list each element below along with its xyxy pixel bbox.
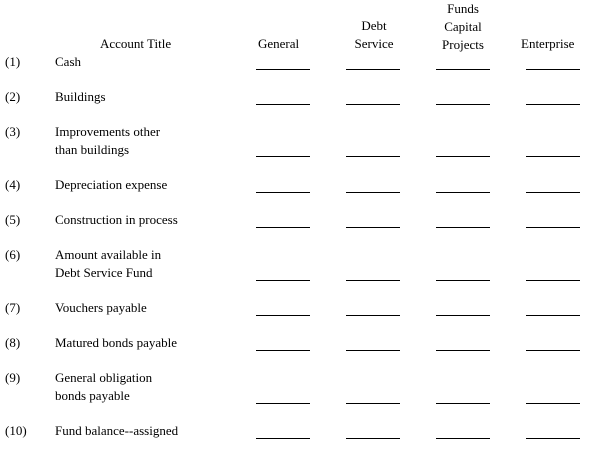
blank-enterprise: [526, 192, 580, 193]
row-label: [55, 123, 160, 159]
blank-capital-projects: [436, 350, 490, 351]
projects-line: Projects: [442, 37, 484, 52]
row-label-line: Improvements other: [55, 124, 161, 139]
row-number: (10): [5, 423, 27, 438]
blank-capital-projects: [436, 438, 490, 439]
blank-debt-service: [346, 403, 400, 404]
blank-general: [256, 156, 310, 157]
blank-general: [256, 104, 310, 105]
row-label-line: General obligation: [55, 370, 153, 385]
row-label: [55, 369, 152, 405]
row-number: (8): [5, 335, 21, 350]
row-label-line: Matured bonds payable: [55, 335, 178, 350]
blank-general: [256, 192, 310, 193]
blank-capital-projects: [436, 403, 490, 404]
funds-line: Funds: [447, 1, 479, 16]
blank-debt-service: [346, 69, 400, 70]
blank-debt-service: [346, 104, 400, 105]
enterprise-label: Enterprise: [521, 36, 575, 51]
row-label: [55, 334, 177, 352]
blank-debt-service: [346, 438, 400, 439]
header-account-title: [100, 35, 171, 53]
header-funds-capital-projects: [436, 0, 490, 54]
blank-debt-service: [346, 350, 400, 351]
blank-capital-projects: [436, 104, 490, 105]
row-label: [55, 299, 147, 317]
row-number: (4): [5, 177, 21, 192]
blank-general: [256, 280, 310, 281]
blank-enterprise: [526, 280, 580, 281]
blank-debt-service: [346, 156, 400, 157]
row-label-line: Cash: [55, 54, 81, 69]
row-label-line: Vouchers payable: [55, 300, 147, 315]
row-label-line: Fund balance--assigned: [55, 423, 179, 438]
debt-service-line-2: Service: [354, 36, 394, 51]
account-title-label: Account Title: [100, 36, 172, 51]
blank-debt-service: [346, 192, 400, 193]
header-debt-service: [348, 17, 400, 53]
capital-line: Capital: [444, 19, 482, 34]
row-label-line: Amount available in: [55, 247, 162, 262]
row-label-line: Debt Service Fund: [55, 265, 153, 280]
header-enterprise: [521, 35, 574, 53]
blank-enterprise: [526, 315, 580, 316]
blank-capital-projects: [436, 156, 490, 157]
blank-debt-service: [346, 315, 400, 316]
row-label-line: bonds payable: [55, 388, 130, 403]
general-label: General: [258, 36, 300, 51]
blank-enterprise: [526, 403, 580, 404]
row-label: [55, 246, 161, 282]
blank-capital-projects: [436, 227, 490, 228]
row-label: [55, 176, 167, 194]
row-number: (7): [5, 300, 21, 315]
blank-general: [256, 227, 310, 228]
debt-service-line-1: Debt: [361, 18, 387, 33]
row-label: [55, 211, 178, 229]
row-label-line: Depreciation expense: [55, 177, 168, 192]
blank-capital-projects: [436, 315, 490, 316]
row-label: [55, 53, 81, 71]
row-number: (5): [5, 212, 21, 227]
blank-enterprise: [526, 350, 580, 351]
row-label-line: Buildings: [55, 89, 106, 104]
blank-general: [256, 315, 310, 316]
blank-debt-service: [346, 227, 400, 228]
row-label-line: than buildings: [55, 142, 130, 157]
row-label: [55, 88, 106, 106]
blank-general: [256, 403, 310, 404]
blank-general: [256, 438, 310, 439]
row-number: (3): [5, 124, 21, 139]
blank-capital-projects: [436, 69, 490, 70]
blank-enterprise: [526, 104, 580, 105]
row-number: (9): [5, 370, 21, 385]
row-number: (2): [5, 89, 21, 104]
blank-enterprise: [526, 438, 580, 439]
row-label: [55, 422, 178, 440]
blank-capital-projects: [436, 280, 490, 281]
row-label-line: Construction in process: [55, 212, 178, 227]
blank-enterprise: [526, 227, 580, 228]
blank-debt-service: [346, 280, 400, 281]
blank-general: [256, 350, 310, 351]
blank-enterprise: [526, 69, 580, 70]
header-general: [258, 35, 299, 53]
row-number: (1): [5, 54, 21, 69]
row-number: (6): [5, 247, 21, 262]
blank-enterprise: [526, 156, 580, 157]
blank-general: [256, 69, 310, 70]
blank-capital-projects: [436, 192, 490, 193]
